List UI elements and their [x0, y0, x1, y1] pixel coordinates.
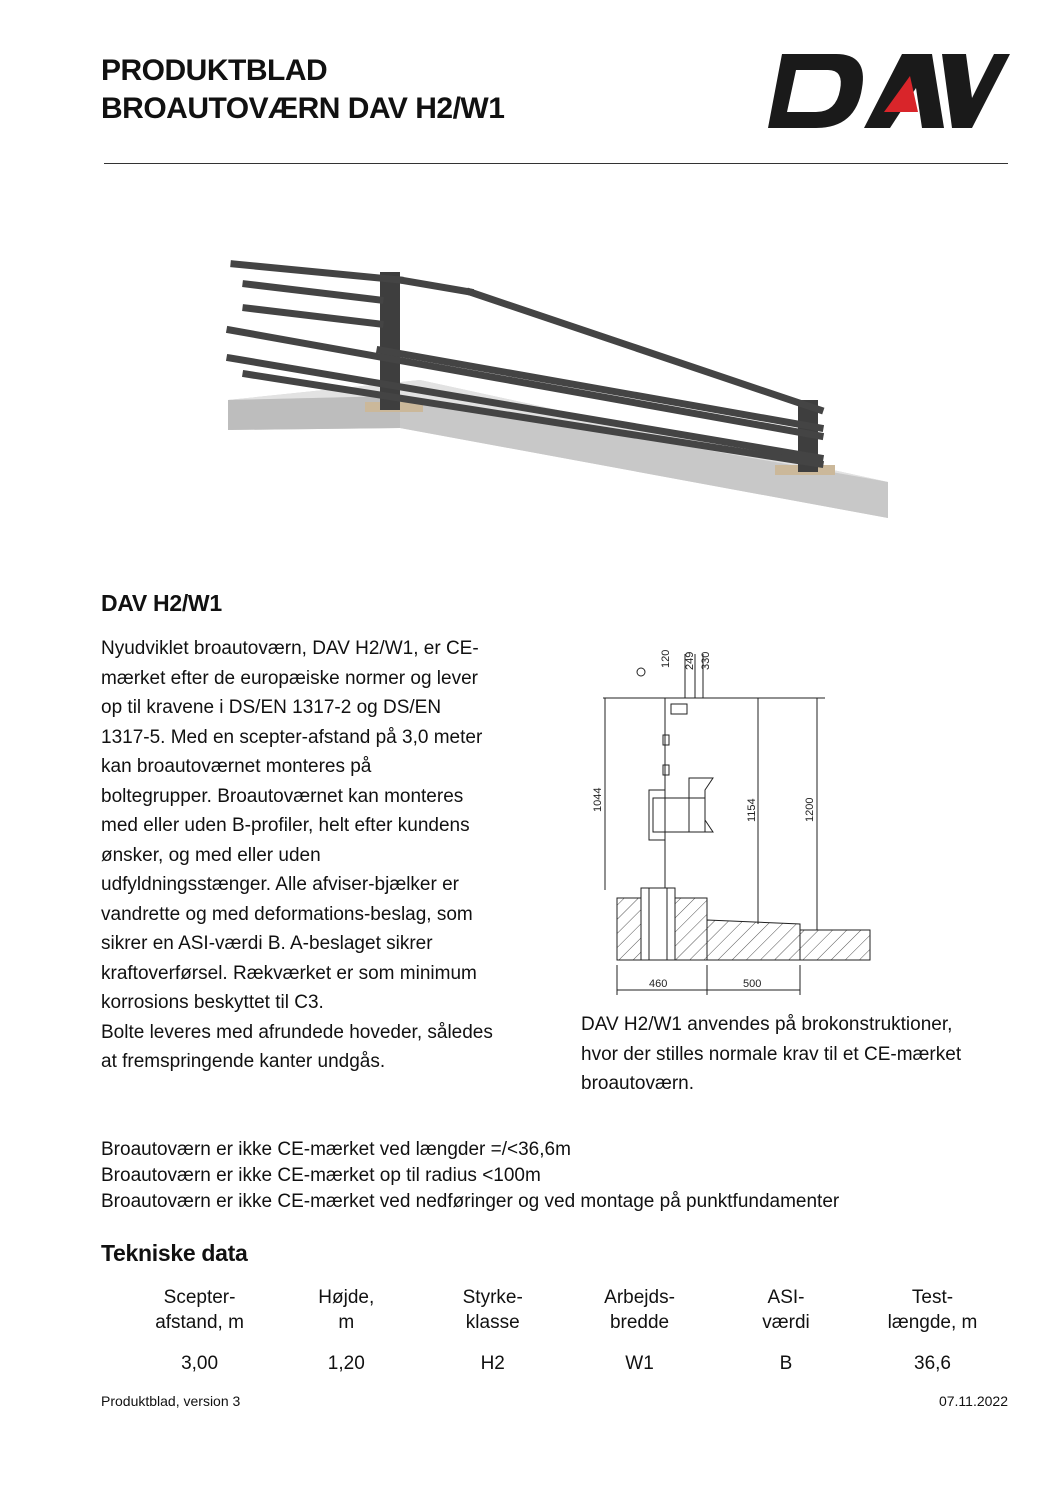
description-line: boltegrupper. Broautoværnet kan monteres	[101, 785, 464, 807]
dim-mid: 1154	[746, 798, 758, 822]
header-part: m	[338, 1312, 355, 1333]
note-line: Broautoværn er ikke CE-mærket ved nedføringer og ved montage på punktfundamenter	[101, 1191, 840, 1212]
title-line-1: PRODUKTBLAD	[101, 54, 328, 87]
tech-header	[126, 1285, 273, 1347]
drawing-caption	[581, 1010, 1021, 1099]
header-part: klasse	[465, 1312, 520, 1333]
dim-left: 1044	[592, 787, 604, 812]
description-line: vandrette og med deformations-beslag, som	[101, 903, 473, 925]
description-line: at fremspringende kanter undgås.	[101, 1051, 386, 1072]
technical-drawing	[585, 640, 875, 1000]
tech-value: H2	[480, 1353, 505, 1374]
header-part: værdi	[762, 1312, 810, 1333]
dim-top-2: 249	[684, 651, 696, 670]
tech-value: 36,6	[914, 1353, 951, 1374]
description-line: Bolte leveres med afrundede hoveder, således	[101, 1021, 493, 1043]
caption-line: hvor der stilles normale krav til et CE-mærket	[581, 1043, 962, 1065]
section-heading: DAV H2/W1	[101, 590, 222, 616]
dim-right: 1200	[804, 797, 816, 822]
caption-line: DAV H2/W1 anvendes på brokonstruktioner,	[581, 1014, 953, 1035]
ce-notes	[101, 1137, 839, 1215]
description-line: Nyudviklet broautoværn, DAV H2/W1, er CE-	[101, 638, 479, 659]
description-line: sikrer en ASI-værdi B. A-beslaget sikrer	[101, 933, 433, 954]
footer-date: 07.11.2022	[938, 1393, 1008, 1409]
header-divider	[104, 163, 1008, 164]
header-part: afstand, m	[155, 1312, 244, 1333]
note-line: Broautoværn er ikke CE-mærket op til radius <100m	[101, 1165, 541, 1186]
description-line: kraftoverførsel. Rækværket er som minimum	[101, 962, 477, 984]
tech-header	[566, 1285, 713, 1347]
description-line: mærket efter de europæiske normer og lever	[101, 667, 478, 689]
description-line: op til kravene i DS/EN 1317-2 og DS/EN	[101, 697, 442, 718]
description-line: 1317-5. Med en scepter-afstand på 3,0 meter	[101, 726, 483, 748]
tech-value-row	[126, 1347, 1006, 1378]
description-line: kan broautoværnet monteres på	[101, 756, 372, 777]
dim-bottom-2: 500	[743, 978, 762, 990]
dim-bottom-1: 460	[649, 978, 668, 990]
header-part: ASI-	[767, 1287, 805, 1308]
header-part: Scepter-	[163, 1287, 236, 1308]
description-line: udfyldningsstænger. Alle afviser-bjælker er	[101, 874, 460, 895]
header-part: Styrke-	[462, 1287, 523, 1308]
tech-value: W1	[625, 1353, 654, 1374]
dim-top-1: 120	[660, 649, 672, 668]
tech-header	[273, 1285, 419, 1347]
tech-header	[419, 1285, 566, 1347]
description-text	[101, 634, 541, 1077]
dav-logo	[766, 52, 1010, 130]
note-line: Broautoværn er ikke CE-mærket ved længder =/<36,6m	[101, 1139, 571, 1160]
tech-heading: Tekniske data	[101, 1240, 248, 1266]
dim-top-3: 330	[700, 651, 712, 670]
caption-line: broautoværn.	[581, 1073, 695, 1094]
header-part: Højde,	[318, 1287, 375, 1308]
description-line: ønsker, og med eller uden	[101, 844, 321, 866]
bridge-guardrail-render-icon	[220, 250, 900, 550]
footer-version: Produktblad, version 3	[101, 1393, 241, 1409]
tech-header	[713, 1285, 859, 1347]
tech-value: 1,20	[327, 1353, 365, 1374]
title-line-2: BROAUTOVÆRN DAV H2/W1	[101, 92, 505, 125]
tech-header	[859, 1285, 1006, 1347]
header-part: bredde	[609, 1312, 670, 1333]
header-part: Test-	[911, 1287, 954, 1308]
tech-value: 3,00	[181, 1353, 219, 1374]
header-part: Arbejds-	[604, 1287, 675, 1308]
description-line: med eller uden B-profiler, helt efter kundens	[101, 815, 470, 836]
description-line: korrosions beskyttet til C3.	[101, 992, 324, 1013]
tech-table	[126, 1285, 1006, 1378]
page-title	[101, 52, 504, 128]
header-part: længde, m	[887, 1312, 978, 1333]
tech-header-row	[126, 1285, 1006, 1347]
tech-value: B	[779, 1353, 793, 1374]
